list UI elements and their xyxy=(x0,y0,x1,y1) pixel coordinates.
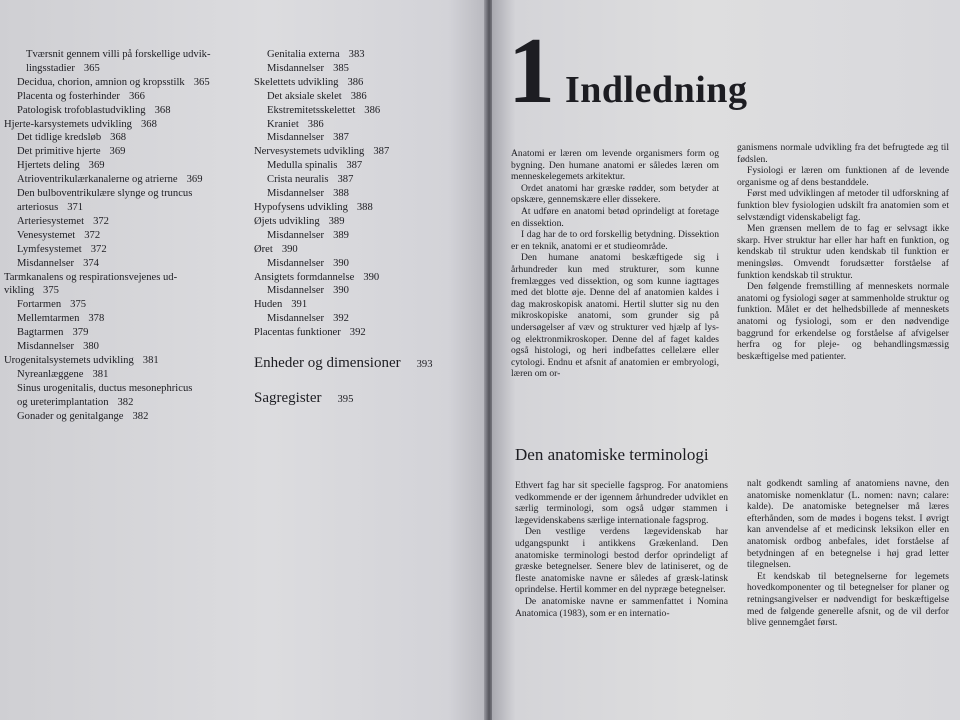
toc-entry-title: Misdannelser xyxy=(267,132,325,144)
toc-page-number: 369 xyxy=(88,160,105,172)
toc-entry xyxy=(4,201,239,215)
toc-entry xyxy=(4,368,239,382)
toc-page-number: 390 xyxy=(363,271,380,283)
toc-page-number: 368 xyxy=(154,104,171,116)
toc-page-number: 382 xyxy=(117,396,134,408)
toc-entry-title: Placentas funktioner xyxy=(254,327,341,339)
toc-entry xyxy=(4,118,239,132)
toc-page-number: 385 xyxy=(333,62,349,74)
toc-page-number: 388 xyxy=(333,188,349,200)
toc-entry xyxy=(254,257,469,271)
toc-entry-title: Tværsnit gennem villi på forskellige udvik- xyxy=(26,49,211,60)
toc-entry-title: Ekstremitetsskelettet xyxy=(267,104,356,116)
paragraph: Ethvert fag har sit specielle fagsprog. For anatomiens vedkommende er der igennem århundreder udviklet en særlig terminologi, som også udgør stammen i lægevidenskabens særlige internationale fagsprog. xyxy=(515,480,728,526)
paragraph: nalt godkendt samling af anatomiens navne, den anatomiske nomenklatur (L. nomen: navn; calare: kalde). De anatomiske betegnelser må læres efterhånden, som de mødes i bogens tekst. I øvrigt kan anvendelse af et medicinsk leksikon eller en anatomisk ordbog anbefales, idet forståelse af betydningen af en betegnelse i høj grad letter tilegnelsen. xyxy=(747,478,949,571)
toc-entry xyxy=(4,104,239,118)
paragraph: Ordet anatomi har græske rødder, som betyder at opskære, gennemskære eller dissekere. xyxy=(511,182,719,206)
toc-entry-title: Crista neuralis xyxy=(267,174,329,186)
toc-entry xyxy=(4,382,239,396)
toc-entry xyxy=(4,90,239,104)
toc-page-number: 374 xyxy=(83,257,99,269)
toc-entry xyxy=(254,271,469,285)
toc-entry-title: Det tidlige kredsløb xyxy=(17,132,102,144)
toc-page-number: 390 xyxy=(281,243,298,255)
toc-page-number: 365 xyxy=(193,76,210,88)
toc-entry xyxy=(254,118,469,132)
toc-entry-title: Øret xyxy=(254,243,273,255)
toc-page-number: 390 xyxy=(333,257,349,269)
toc-entry xyxy=(254,298,469,312)
toc-entry xyxy=(254,90,469,104)
toc-entry-title: Sinus urogenitalis, ductus mesonephricus xyxy=(17,382,193,394)
intro-text-column-1 xyxy=(511,148,719,380)
toc-entry xyxy=(4,326,239,340)
toc-page-number: 386 xyxy=(364,104,381,116)
toc-entry xyxy=(4,298,239,312)
toc-entry xyxy=(4,229,239,243)
section-heading: Den anatomiske terminologi xyxy=(515,445,709,464)
toc-page-number: 393 xyxy=(416,359,433,371)
toc-page-number: 387 xyxy=(346,160,363,172)
toc-entry xyxy=(254,326,469,340)
toc-entry-title: Mellemtarmen xyxy=(17,313,80,325)
toc-entry xyxy=(4,410,239,424)
toc-entry xyxy=(254,229,469,243)
toc-entry xyxy=(254,312,469,326)
toc-entry xyxy=(4,243,239,257)
toc-page-number: 379 xyxy=(72,327,89,339)
toc-entry xyxy=(4,187,239,201)
toc-entry xyxy=(254,187,469,201)
toc-entry xyxy=(254,284,469,298)
toc-page-number: 366 xyxy=(128,90,145,102)
toc-entry-title: Hypofysens udvikling xyxy=(254,201,348,213)
toc-entry-title: Lymfesystemet xyxy=(17,243,82,255)
chapter-title: Indledning xyxy=(565,69,748,111)
toc-entry xyxy=(4,312,239,326)
toc-entry-title: Misdannelser xyxy=(267,313,325,325)
toc-entry xyxy=(254,145,469,159)
toc-entry xyxy=(4,173,239,187)
paragraph: De anatomiske navne er sammenfattet i Nomina Anatomica (1983), som er en internatio- xyxy=(515,595,728,619)
paragraph: Først med udviklingen af metoder til udforskning af funktion blev fysiologien udskilt fra anatomien som et selvstændigt videnskabeligt fag. xyxy=(737,188,949,223)
toc-page-number: 368 xyxy=(110,132,127,144)
toc-entry-title: vikling xyxy=(4,285,35,297)
toc-entry xyxy=(4,396,239,410)
toc-page-number: 371 xyxy=(67,201,84,213)
toc-page-number: 390 xyxy=(333,285,349,297)
chapter-number: 1 xyxy=(508,19,555,123)
paragraph: Den vestlige verdens lægevidenskab har udgangspunkt i antikkens Grækenland. Den anatomiske terminologi bestod derfor oprindeligt af græske betegnelser. Senere blev de latiniseret, og de fleste anatomiske navne er således af græsk-latinsk oprindelse. Hertil kommer en del nypræge betegnelser. xyxy=(515,526,728,596)
toc-entry-title: Decidua, chorion, amnion og kropsstilk xyxy=(17,76,185,88)
toc-entry xyxy=(4,76,239,90)
toc-entry-title: Hjerte-karsystemets udvikling xyxy=(4,118,132,130)
toc-page-number: 372 xyxy=(93,215,109,227)
toc-entry xyxy=(4,145,239,159)
toc-entry-title: Skelettets udvikling xyxy=(254,76,339,88)
toc-entry xyxy=(4,271,239,285)
toc-page-number: 387 xyxy=(333,132,349,144)
toc-entry-title: Misdannelser xyxy=(267,62,325,74)
toc-column-right xyxy=(254,48,469,410)
toc-entry-title: Urogenitalsystemets udvikling xyxy=(4,354,134,366)
toc-entry-title: Patologisk trofoblastudvikling xyxy=(17,104,146,116)
toc-entry xyxy=(4,354,239,368)
toc-major-entry xyxy=(254,388,469,410)
terminology-text-column-2 xyxy=(747,478,949,629)
toc-entry-title: lingsstadier xyxy=(26,62,75,74)
toc-column-left xyxy=(4,48,239,423)
toc-entry-title: Ansigtets formdannelse xyxy=(254,271,355,283)
toc-page-number: 383 xyxy=(348,49,365,60)
toc-page-number: 375 xyxy=(43,285,59,297)
toc-page-number: 388 xyxy=(356,201,373,213)
toc-page-number: 386 xyxy=(347,76,364,88)
toc-page-number: 372 xyxy=(84,229,101,241)
toc-page-number: 386 xyxy=(307,118,324,130)
toc-entry-title: Enheder og dimensioner xyxy=(254,355,401,372)
toc-entry xyxy=(4,215,239,229)
toc-entry-title: Genitalia externa xyxy=(267,49,340,60)
toc-entry xyxy=(4,62,239,76)
toc-entry-title: Hjertets deling xyxy=(17,160,80,172)
toc-entry-title: Medulla spinalis xyxy=(267,160,338,172)
toc-entry-title: Huden xyxy=(254,299,283,311)
toc-entry-title: Placenta og fosterhinder xyxy=(17,90,120,102)
toc-entry-title: Fortarmen xyxy=(17,299,62,311)
toc-entry xyxy=(254,201,469,215)
toc-page-number: 381 xyxy=(142,354,159,366)
intro-text-column-2 xyxy=(737,142,949,362)
toc-entry xyxy=(254,243,469,257)
toc-entry xyxy=(4,131,239,145)
toc-major-entry xyxy=(254,353,469,375)
toc-entry xyxy=(4,340,239,354)
toc-entry-title: Arteriesystemet xyxy=(17,215,85,227)
toc-page-number: 392 xyxy=(349,327,366,339)
toc-page-number: 372 xyxy=(90,243,107,255)
toc-entry xyxy=(254,173,469,187)
toc-entry xyxy=(4,159,239,173)
toc-page-number: 381 xyxy=(92,368,109,380)
toc-entry xyxy=(254,62,469,76)
toc-page-number: 365 xyxy=(83,62,100,74)
toc-entry xyxy=(254,215,469,229)
toc-entry xyxy=(254,104,469,118)
toc-page-number: 387 xyxy=(337,174,354,186)
toc-entry-title: Misdannelser xyxy=(267,229,325,241)
toc-page-number: 378 xyxy=(88,313,105,325)
toc-page-number: 380 xyxy=(83,341,99,353)
toc-entry-title: Gonader og genitalgange xyxy=(17,410,124,422)
paragraph: I dag har de to ord forskellig betydning. Dissektion er en teknik, anatomi er et studieområde. xyxy=(511,229,719,252)
toc-entry-title: Det primitive hjerte xyxy=(17,146,101,158)
paragraph: At udføre en anatomi betød oprindeligt at foretage en dissektion. xyxy=(511,205,719,229)
toc-entry-title: Det aksiale skelet xyxy=(267,90,342,102)
toc-entry-title: Sagregister xyxy=(254,390,322,407)
toc-entry-title: Nyreanlæggene xyxy=(17,368,84,380)
toc-page-number: 389 xyxy=(333,229,349,241)
toc-page-number: 387 xyxy=(373,146,390,158)
toc-entry-title: Tarmkanalens og respirationsvejenes ud- xyxy=(4,271,178,283)
toc-page-number: 386 xyxy=(350,90,367,102)
toc-entry-title: Bagtarmen xyxy=(17,327,64,339)
toc-page-number: 389 xyxy=(328,215,345,227)
toc-entry-title: Misdannelser xyxy=(267,285,325,297)
toc-entry-title: Atrioventrikulærkanalerne og atrierne xyxy=(17,174,178,186)
toc-page-number: 382 xyxy=(132,410,149,422)
toc-entry-title: Venesystemet xyxy=(17,229,76,241)
toc-page-number: 375 xyxy=(70,299,87,311)
paragraph: Den humane anatomi beskæftigede sig i århundreder kun med strukturer, som kunne fremlægges ved dissektion, og som kunne iagttages med det blotte øje. Denne del af anatomien kaldes i dag makroskopisk anatomi. Hertil slutter sig nu den mikroskopiske anatomi, som grunder sig på undersøgelser af væv og strukturer ved hjælp af lys- og elektronmikroskoper. Denne del af faget kaldes også histologi, og heri indbefattes cellelære eller cytologi. Endnu et afsnit af anatomien er embryologi, læren om or- xyxy=(511,252,719,380)
paragraph: Anatomi er læren om levende organismers form og bygning. Den humane anatomi er således læren om menneskelegemets arkitektur. xyxy=(511,148,719,183)
toc-page-number: 395 xyxy=(337,394,354,406)
paragraph: Den følgende fremstilling af menneskets normale anatomi og fysiologi søger at sammenholde struktur og funktion. Målet er det helhedsbillede af menneskets anatomi og fysiologi, som er den nødvendige baggrund for erkendelse og forståelse af afvigelser herfra og for pleje- og behandlingsmæssig beskæftigelse med patienter. xyxy=(737,281,949,362)
toc-entry xyxy=(4,284,239,298)
toc-entry xyxy=(254,131,469,145)
toc-entry-title: og ureterimplantation xyxy=(17,396,109,408)
toc-page-number: 369 xyxy=(109,146,126,158)
toc-entry xyxy=(254,159,469,173)
toc-entry-title: arteriosus xyxy=(17,201,59,213)
terminology-text-column-1 xyxy=(515,480,728,619)
paragraph: Men grænsen mellem de to fag er selvsagt ikke skarp. Hver struktur har eller har haft en funktion, og kendskab til struktur uden kendskab til funktion er meningsløs. Omvendt forudsætter forståelse af funktion kendskab til struktur. xyxy=(737,223,949,281)
toc-page-number: 369 xyxy=(186,174,203,186)
toc-entry xyxy=(254,76,469,90)
toc-page-number: 391 xyxy=(291,299,308,311)
paragraph: Fysiologi er læren om funktionen af de levende organisme og af dens bestanddele. xyxy=(737,165,949,188)
toc-page-number: 368 xyxy=(140,118,157,130)
toc-entry-title: Misdannelser xyxy=(17,257,75,269)
toc-entry xyxy=(254,48,469,62)
paragraph: Et kendskab til betegnelserne for legemets hovedkomponenter og til betegnelser for planer og retningsangivelser er nødvendigt for beskæftigelse med de følgende generelle afsnit, og de vil derfor blive gennemgået først. xyxy=(747,570,949,629)
toc-entry xyxy=(4,48,239,62)
toc-entry-title: Misdannelser xyxy=(17,341,75,353)
toc-page-number: 392 xyxy=(333,313,349,325)
toc-entry-title: Nervesystemets udvikling xyxy=(254,146,365,158)
toc-entry-title: Den bulboventrikulære slynge og truncus xyxy=(17,188,193,200)
toc-entry-title: Misdannelser xyxy=(267,257,325,269)
toc-entry xyxy=(4,257,239,271)
toc-entry-title: Kraniet xyxy=(267,118,299,130)
toc-entry-title: Øjets udvikling xyxy=(254,215,320,227)
toc-entry-title: Misdannelser xyxy=(267,188,325,200)
paragraph: ganismens normale udvikling fra det befrugtede æg til fødslen. xyxy=(737,142,949,165)
